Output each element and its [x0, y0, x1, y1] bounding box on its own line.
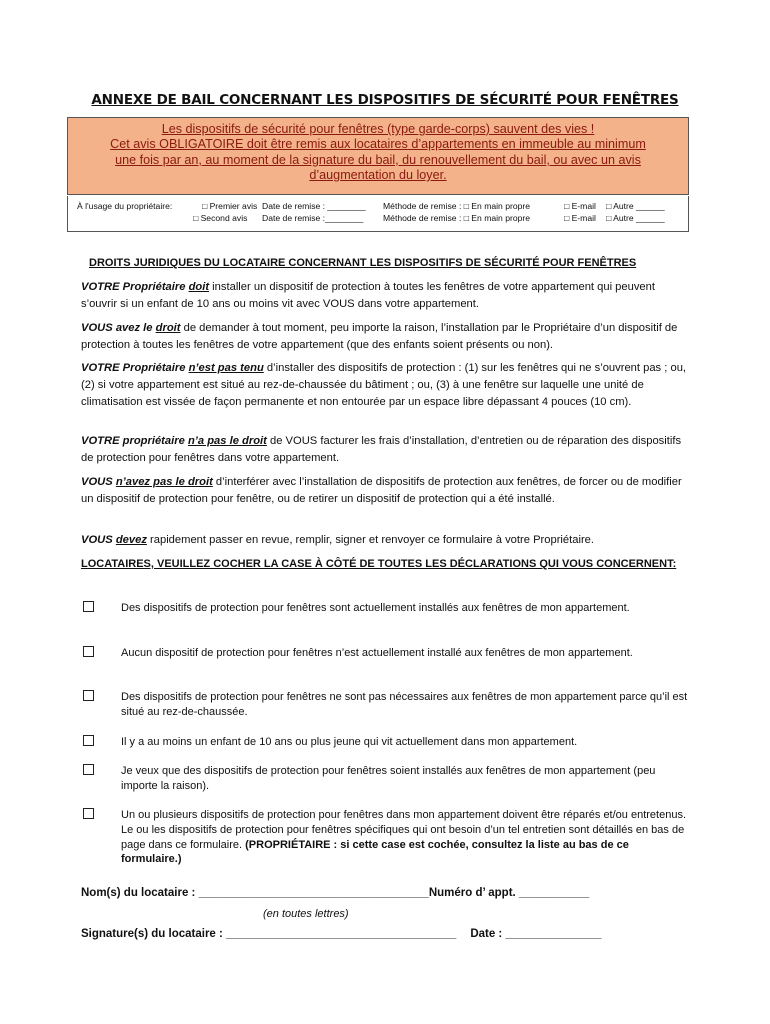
- second-email-checkbox[interactable]: □ E-mail: [564, 212, 596, 223]
- p1-text: installer un dispositif de protection à toutes les fenêtres de votre appartement qui peuvent s’ouvrir si un enfant de 10 ans ou moins vit avec VOUS dans votre appartement.: [81, 281, 655, 310]
- first-notice-checkbox[interactable]: □ Premier avis: [202, 201, 258, 211]
- notice-line-3: une fois par an, au moment de la signature du bail, du renouvellement du bail, ou avec un avis: [115, 152, 641, 167]
- p3-keyword: n’est pas tenu: [188, 362, 264, 374]
- rights-paragraph-1: [81, 279, 693, 313]
- p2-lead: VOUS avez le: [81, 322, 156, 334]
- statement-guards-installed: Des dispositifs de protection pour fenêtres sont actuellement installés aux fenêtres de mon appartement.: [121, 602, 630, 614]
- checkbox-guards-installed[interactable]: [83, 601, 94, 612]
- p4-lead: VOTRE propriétaire: [81, 435, 188, 447]
- first-other-checkbox[interactable]: □ Autre ______: [606, 201, 665, 211]
- rights-paragraph-2: [81, 320, 693, 354]
- p4-text: de VOUS facturer les frais d’installation, d’entretien ou de réparation des dispositifs de protection pour fenêtres dans votre appartement.: [81, 435, 682, 464]
- checkbox-repair-needed[interactable]: [83, 808, 94, 819]
- checkbox-ground-floor[interactable]: [83, 690, 94, 701]
- tenant-signature-field[interactable]: Signature(s) du locataire : ____________________________________: [81, 928, 457, 940]
- p6-keyword: devez: [115, 534, 147, 546]
- second-delivery-date[interactable]: Date de remise :________: [262, 212, 364, 223]
- tenant-name-line: [81, 887, 589, 899]
- first-delivery-method[interactable]: Méthode de remise : □ En main propre: [383, 201, 531, 211]
- rights-paragraph-3: [81, 360, 693, 411]
- tenant-signature-line: [81, 928, 601, 940]
- p2-keyword: droit: [155, 322, 181, 334]
- p5-text: d’interférer avec l’installation de dispositifs de protection aux fenêtres, de forcer ou de modifier un dispositif de protection pour fenêtre, ou de retirer un dispositif de protection qui a été installé.: [81, 476, 682, 505]
- checkbox-want-guards[interactable]: [83, 764, 94, 775]
- p4-keyword: n’a pas le droit: [187, 435, 267, 447]
- rights-paragraph-5: [81, 474, 693, 508]
- tenant-name-field[interactable]: Nom(s) du locataire : ____________________________________: [81, 887, 429, 899]
- checkbox-child-present[interactable]: [83, 735, 94, 746]
- statement-no-guards: Aucun dispositif de protection pour fenêtres n’est actuellement installé aux fenêtres de mon appartement.: [121, 647, 633, 659]
- first-email-checkbox[interactable]: □ E-mail: [564, 201, 596, 211]
- statement-child-present: Il y a au moins un enfant de 10 ans ou plus jeune qui vit actuellement dans mon appartement.: [121, 736, 578, 748]
- p3-text: d’installer des dispositifs de protection : (1) sur les fenêtres qui ne s’ouvrent pas ; ou, (2) si votre appartement est situé au rez-de-chaussée du bâtiment ; ou, (3) à une fenêtre sur laquelle une unité de climatisation est vissée de façon permanente et non entourée par un espace libre dépassant 4 pouces (10 cm).: [81, 362, 687, 408]
- p6-lead: VOUS: [81, 534, 116, 546]
- p5-lead: VOUS: [81, 476, 116, 488]
- notice-line-4: d’augmentation du loyer.: [309, 168, 447, 183]
- p6-text: rapidement passer en revue, remplir, signer et renvoyer ce formulaire à votre Propriétaire.: [146, 534, 595, 546]
- second-delivery-method[interactable]: Méthode de remise : □ En main propre: [383, 212, 531, 223]
- signature-date-field[interactable]: Date : _______________: [470, 928, 602, 940]
- p1-keyword: doit: [188, 281, 210, 293]
- statement-want-guards: Je veux que des dispositifs de protection pour fenêtres soient installés aux fenêtres de mon appartement (peu importe la raison).: [121, 765, 656, 792]
- apartment-number-field[interactable]: Numéro d’ appt. ___________: [428, 887, 590, 899]
- tenant-instructions: LOCATAIRES, VEUILLEZ COCHER LA CASE À CÔTÉ DE TOUTES LES DÉCLARATIONS QUI VOUS CONCERNENT:: [81, 558, 677, 570]
- statement-repair-owner-note: (PROPRIÉTAIRE : si cette case est cochée, consultez la liste au bas de ce formulaire.): [121, 838, 629, 866]
- rights-section-title: DROITS JURIDIQUES DU LOCATAIRE CONCERNANT LES DISPOSITIFS DE SÉCURITÉ POUR FENÊTRES: [89, 257, 637, 269]
- rights-paragraph-4: [81, 433, 693, 467]
- statement-ground-floor: Des dispositifs de protection pour fenêtres ne sont pas nécessaires aux fenêtres de mon appartement parce qu’il est situé au rez-de-chaussée.: [121, 691, 688, 718]
- notice-line-2: Cet avis OBLIGATOIRE doit être remis aux locataires d’appartements en immeuble au minimum: [110, 137, 646, 152]
- second-notice-checkbox[interactable]: □ Second avis: [193, 212, 248, 223]
- second-other-checkbox[interactable]: □ Autre ______: [606, 212, 665, 223]
- p3-lead: VOTRE Propriétaire: [81, 362, 189, 374]
- first-delivery-date[interactable]: Date de remise : ________: [262, 201, 366, 211]
- statement-repair-text: Un ou plusieurs dispositifs de protection pour fenêtres dans mon appartement doivent être réparés et/ou entretenus. Le ou les dispositifs de protection pour fenêtres spécifiques qui ont besoin d’un tel entretien sont détaillés en bas de page dans ce formulaire.: [121, 809, 687, 851]
- notice-line-1: Les dispositifs de sécurité pour fenêtres (type garde-corps) sauvent des vies !: [161, 122, 595, 136]
- owner-usage-box: [67, 196, 689, 232]
- p5-keyword: n’avez pas le droit: [115, 476, 213, 488]
- usage-row-second: [68, 213, 688, 225]
- statement-repair-needed: [121, 808, 691, 867]
- rights-paragraph-6: [81, 532, 693, 549]
- name-print-hint: (en toutes lettres): [263, 908, 349, 920]
- p1-lead: VOTRE Propriétaire: [81, 281, 189, 293]
- usage-row-first: [68, 201, 688, 213]
- warning-notice-box: [67, 117, 689, 195]
- p2-text: de demander à tout moment, peu importe la raison, l’installation par le Propriétaire d’un dispositif de protection à toutes les fenêtres de votre appartement (que des enfants soient présents ou non).: [81, 322, 678, 351]
- usage-label: À l'usage du propriétaire:: [77, 201, 173, 211]
- document-title: ANNEXE DE BAIL CONCERNANT LES DISPOSITIFS DE SÉCURITÉ POUR FENÊTRES: [91, 92, 679, 108]
- checkbox-no-guards[interactable]: [83, 646, 94, 657]
